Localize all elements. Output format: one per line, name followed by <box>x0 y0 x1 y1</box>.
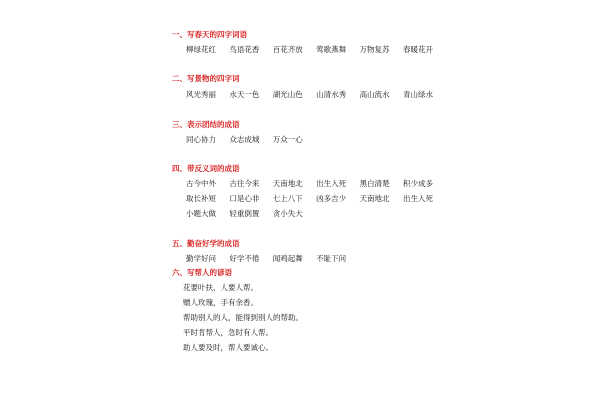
word: 黑白清楚 <box>359 179 390 188</box>
word-row <box>186 194 433 204</box>
word-row <box>186 254 346 264</box>
word: 古今中外 <box>186 179 216 188</box>
word: 轻重倒置 <box>229 209 260 218</box>
section-heading-spring: 一、写春天的四字词语 <box>172 30 247 39</box>
word: 出生入死 <box>316 179 347 188</box>
section-heading-antonyms: 四、带反义词的成语 <box>172 164 240 173</box>
word: 青山绿水 <box>402 90 433 99</box>
word: 天南地北 <box>272 179 303 188</box>
word: 小题大做 <box>186 209 216 218</box>
section-heading-diligence: 五、勤奋好学的成语 <box>172 239 240 248</box>
word: 万众一心 <box>272 135 303 144</box>
word: 水天一色 <box>229 90 260 99</box>
word: 风光秀丽 <box>186 90 216 99</box>
word: 同心协力 <box>186 135 216 144</box>
word: 凶多吉少 <box>316 194 347 203</box>
proverb-line: 花要叶扶，人要人帮。 <box>183 283 258 292</box>
word: 春暖花开 <box>402 45 433 54</box>
word: 高山流水 <box>359 90 390 99</box>
word: 闻鸡起舞 <box>272 254 303 263</box>
word: 好学不倦 <box>229 254 260 263</box>
word: 万物复苏 <box>359 45 390 54</box>
word: 柳绿花红 <box>186 45 216 54</box>
proverb-line: 赠人玫瑰，手有余香。 <box>183 298 258 307</box>
word: 不耻下问 <box>316 254 347 263</box>
proverb-line: 平时肯帮人，急时有人帮。 <box>183 328 273 337</box>
word: 积少成多 <box>402 179 433 188</box>
section-heading-helping-proverbs: 六、写帮人的谚语 <box>172 268 232 277</box>
word: 莺歌燕舞 <box>316 45 347 54</box>
word: 七上八下 <box>272 194 303 203</box>
word: 取长补短 <box>186 194 216 203</box>
word-row <box>186 135 303 145</box>
word-row <box>186 209 303 219</box>
word: 湖光山色 <box>272 90 303 99</box>
section-heading-scenery: 二、写景物的四字词 <box>172 74 240 83</box>
word: 鸟语花香 <box>229 45 260 54</box>
word: 百花齐放 <box>272 45 303 54</box>
word: 口是心非 <box>229 194 260 203</box>
word: 勤学好问 <box>186 254 216 263</box>
word-row <box>186 45 433 55</box>
word-row <box>186 179 433 189</box>
word: 天南地北 <box>359 194 390 203</box>
section-heading-unity: 三、表示团结的成语 <box>172 120 240 129</box>
proverb-line: 助人要及时，帮人要诚心。 <box>183 343 273 352</box>
word: 山清水秀 <box>316 90 347 99</box>
word: 贪小失大 <box>272 209 303 218</box>
word: 出生入死 <box>402 194 433 203</box>
proverb-line: 帮助别人的人，能得到别人的帮助。 <box>183 313 303 322</box>
word: 众志成城 <box>229 135 260 144</box>
word-row <box>186 90 433 100</box>
word: 古往今来 <box>229 179 260 188</box>
